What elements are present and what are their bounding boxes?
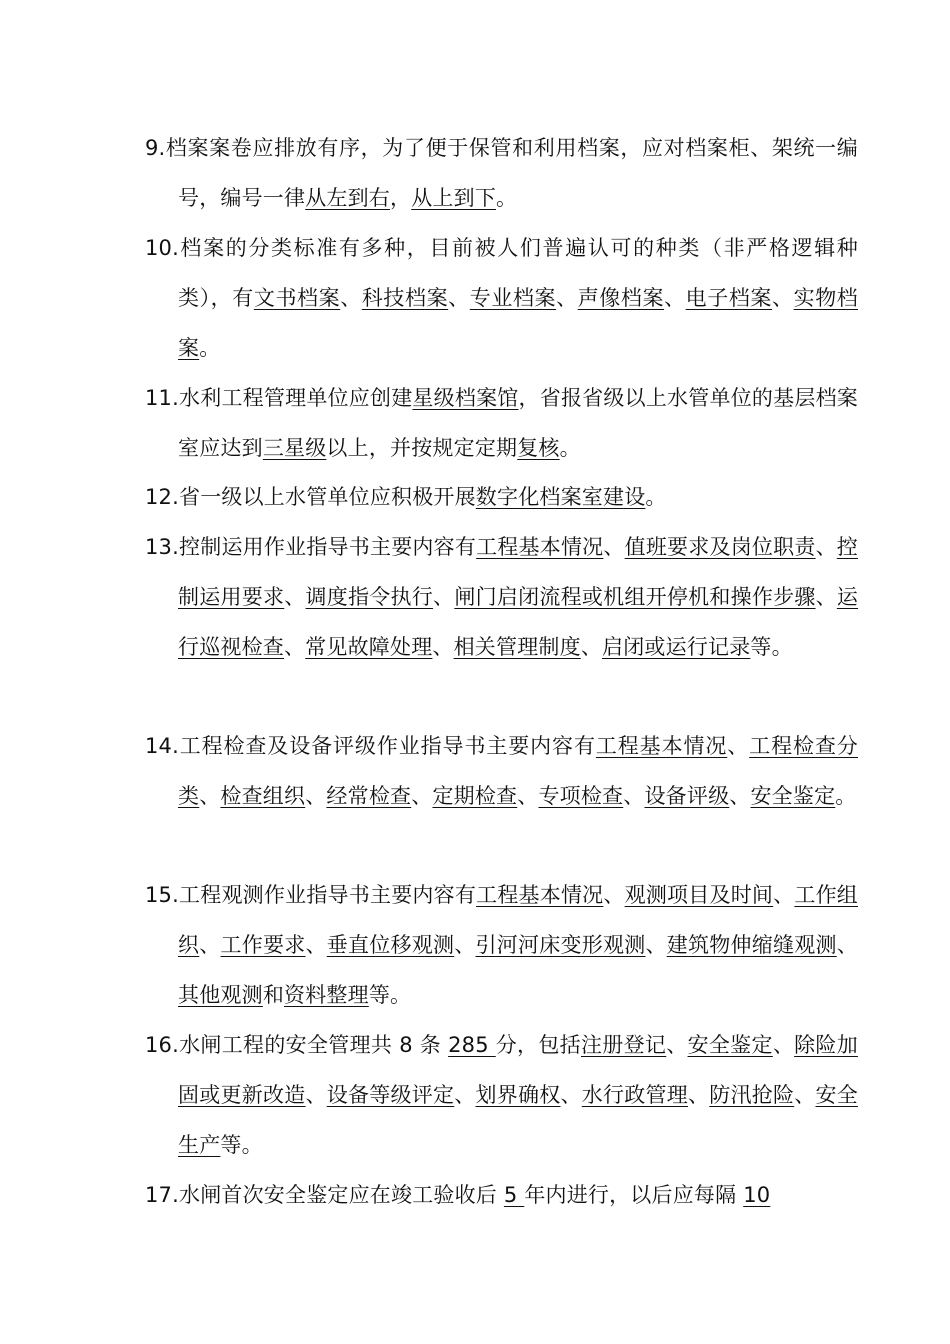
- text-segment: 13.控制运用作业指导书主要内容有: [145, 535, 477, 559]
- list-item: [145, 374, 858, 474]
- text-segment: 、: [666, 1033, 688, 1057]
- underlined-answer: 启闭或运行记录: [602, 634, 751, 659]
- text-segment: 、: [772, 1033, 795, 1057]
- text-segment: 、: [772, 285, 794, 310]
- list-item: [145, 523, 858, 672]
- list-item: [145, 1171, 858, 1221]
- text-segment: 17.水闸首次安全鉴定应在竣工验收后: [145, 1183, 504, 1207]
- text-segment: 分，包括: [495, 1033, 581, 1057]
- text-segment: 、: [727, 734, 750, 758]
- text-segment: 11.水利工程管理单位应创建: [145, 386, 413, 410]
- text-segment: 、: [664, 285, 686, 310]
- text-segment: 、: [729, 783, 751, 808]
- underlined-answer: 工程基本情况: [476, 535, 604, 559]
- text-segment: 、: [556, 285, 578, 310]
- text-segment: 、: [199, 932, 221, 957]
- underlined-answer: 专业档案: [469, 285, 557, 310]
- underlined-answer: 复核: [517, 435, 560, 460]
- underlined-answer: 控制运用要求: [178, 535, 858, 609]
- underlined-answer: 电子档案: [685, 285, 773, 310]
- underlined-answer: 资料整理: [284, 982, 369, 1007]
- text-segment: ，: [390, 185, 412, 210]
- underlined-answer: 工作要求: [220, 932, 306, 957]
- text-segment: 。: [835, 783, 857, 808]
- underlined-answer: 注册登记: [581, 1033, 667, 1057]
- text-segment: ，省报省级以上水管单位的基层档案室应达到: [178, 386, 858, 460]
- underlined-answer: 观测项目及时间: [624, 883, 774, 907]
- text-segment: 、: [454, 1082, 476, 1107]
- text-segment: 。: [496, 185, 518, 210]
- text-segment: 、: [199, 783, 221, 808]
- underlined-answer: 闸门启闭流程或机组开停机和操作步骤: [454, 584, 816, 609]
- text-segment: 、: [448, 285, 470, 310]
- underlined-answer: 从上到下: [411, 185, 497, 210]
- text-segment: 、: [340, 285, 362, 310]
- text-segment: 、: [411, 783, 433, 808]
- underlined-answer: 工作组织: [178, 883, 858, 957]
- text-segment: 16.水闸工程的安全管理共 8 条: [145, 1033, 449, 1057]
- underlined-answer: 常见故障处理: [305, 634, 433, 659]
- list-item: [145, 124, 858, 224]
- text-segment: 、: [580, 634, 603, 659]
- underlined-answer: 运行巡视检查: [178, 584, 859, 659]
- text-segment: 15.工程观测作业指导书主要内容有: [145, 883, 477, 907]
- list-item: [145, 722, 858, 822]
- text-segment: 、: [815, 535, 837, 559]
- text-segment: 、: [517, 783, 539, 808]
- underlined-answer: 专项检查: [538, 783, 624, 808]
- text-segment: 等。: [368, 982, 412, 1007]
- text-segment: 、: [432, 634, 454, 659]
- underlined-answer: 10: [743, 1183, 771, 1207]
- text-segment: 。: [199, 335, 221, 360]
- underlined-answer: 调度指令执行: [305, 584, 434, 609]
- underlined-answer: 从左到右: [305, 185, 391, 210]
- underlined-answer: 三星级: [262, 435, 327, 460]
- underlined-answer: 安全鉴定: [750, 783, 836, 808]
- text-segment: 、: [603, 883, 625, 907]
- list-item: [145, 871, 858, 1020]
- text-segment: 、: [284, 634, 306, 659]
- underlined-answer: 声像档案: [577, 285, 665, 310]
- list-item: [145, 473, 858, 523]
- list-item: [145, 1021, 858, 1170]
- text-segment: 、: [815, 584, 837, 609]
- underlined-answer: 5: [503, 1183, 525, 1207]
- text-segment: 、: [305, 1082, 327, 1107]
- list-item: [145, 224, 858, 373]
- text-segment: 、: [688, 1082, 710, 1107]
- underlined-answer: 设备评级: [644, 783, 730, 808]
- text-segment: 。: [559, 435, 581, 460]
- underlined-answer: 工程检查分类: [178, 734, 858, 808]
- text-segment: 10.档案的分类标准有多种，目前被人们普遍认可的种类（非严格逻辑种类），有: [145, 236, 858, 310]
- text-segment: 等。: [750, 634, 793, 659]
- underlined-answer: 检查组织: [220, 783, 306, 808]
- underlined-answer: 引河河床变形观测: [475, 932, 646, 957]
- underlined-answer: 划界确权: [475, 1082, 561, 1107]
- text-segment: 、: [645, 932, 667, 957]
- underlined-answer: 工程基本情况: [476, 883, 604, 907]
- underlined-answer: 值班要求及岗位职责: [624, 535, 816, 559]
- text-segment: 、: [773, 883, 795, 907]
- underlined-answer: 设备等级评定: [326, 1082, 455, 1107]
- text-segment: 、: [284, 584, 306, 609]
- underlined-answer: 工程基本情况: [595, 734, 728, 758]
- text-segment: 、: [560, 1082, 582, 1107]
- text-segment: 、: [603, 535, 625, 559]
- text-segment: 以上，并按规定定期: [326, 435, 518, 460]
- underlined-answer: 除险加固或更新改造: [178, 1033, 858, 1107]
- text-segment: 年内进行，以后应每隔: [524, 1183, 744, 1207]
- underlined-answer: 防汛抢险: [709, 1082, 795, 1107]
- underlined-answer: 安全生产: [178, 1082, 858, 1157]
- text-segment: 、: [623, 783, 645, 808]
- underlined-answer: 建筑物伸缩缝观测: [666, 932, 837, 957]
- underlined-answer: 水行政管理: [581, 1082, 688, 1107]
- text-segment: 、: [305, 932, 327, 957]
- text-segment: 、: [433, 584, 455, 609]
- underlined-answer: 数字化档案室建设: [475, 485, 646, 509]
- underlined-answer: 实物档案: [178, 285, 858, 360]
- underlined-answer: 相关管理制度: [453, 634, 581, 659]
- underlined-answer: 285: [448, 1033, 496, 1057]
- text-segment: 、: [836, 932, 858, 957]
- text-segment: 、: [305, 783, 327, 808]
- text-segment: 等。: [220, 1132, 263, 1157]
- underlined-answer: 文书档案: [253, 285, 341, 310]
- underlined-answer: 定期检查: [432, 783, 518, 808]
- underlined-answer: 经常检查: [326, 783, 412, 808]
- underlined-answer: 安全鉴定: [687, 1033, 773, 1057]
- text-segment: 和: [262, 982, 285, 1007]
- text-segment: 14.工程检查及设备评级作业指导书主要内容有: [145, 734, 596, 758]
- underlined-answer: 垂直位移观测: [326, 932, 455, 957]
- text-segment: 、: [454, 932, 476, 957]
- text-segment: 。: [645, 485, 667, 509]
- underlined-answer: 科技档案: [361, 285, 449, 310]
- underlined-answer: 其他观测: [178, 982, 263, 1007]
- text-segment: 9.档案案卷应排放有序，为了便于保管和利用档案，应对档案柜、架统一编号，编号一律: [145, 136, 858, 210]
- underlined-answer: 星级档案馆: [412, 386, 519, 410]
- text-segment: 、: [794, 1082, 816, 1107]
- text-segment: 12.省一级以上水管单位应积极开展: [145, 485, 476, 509]
